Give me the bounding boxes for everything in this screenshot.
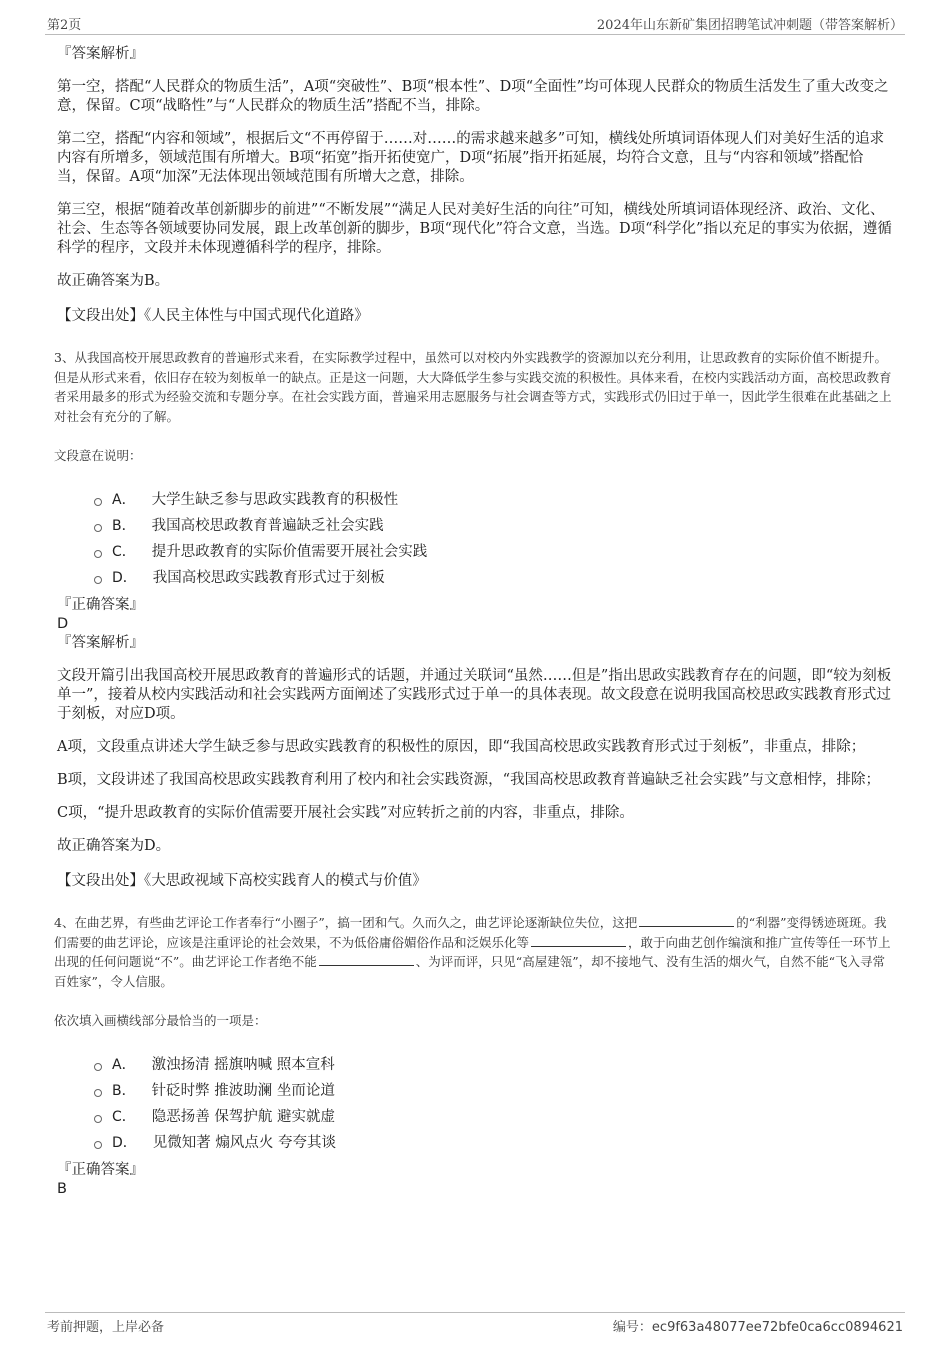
- radio-icon[interactable]: [94, 524, 102, 532]
- radio-icon[interactable]: [94, 576, 102, 584]
- radio-icon[interactable]: [94, 550, 102, 558]
- document-code: 编号：ec9f63a48077ee72bfe0ca6cc0894621: [612, 1320, 903, 1335]
- radio-icon[interactable]: [94, 1063, 102, 1071]
- q3-options: [94, 487, 892, 591]
- footer-slogan: 考前押题，上岸必备: [47, 1320, 165, 1335]
- q4-answer: B: [57, 1181, 67, 1197]
- page-footer: [45, 1312, 905, 1335]
- q4-answer-label: 『正确答案』: [57, 1162, 144, 1178]
- q3-text: 3、从我国高校开展思政教育的普遍形式来看，在实际教学过程中，虽然可以对校内外实践教学的资源加以充分利用，让思政教育的实际价值不断提升。但是从形式来看，依旧存在较为刻板单一的缺点。正是这一问题，大大降低学生参与实践交流的积极性。具体来看，在校内实践活动方面，高校思政教育者采用最多的形式为经验交流和专题分享。在社会实践方面，普遍采用志愿服务与社会调查等方式，实践形式仍旧过于单一，因此学生很难在此基础之上对社会有充分的了解。: [54, 350, 892, 424]
- q3-answer-label: 『正确答案』: [57, 597, 144, 613]
- q3-source: 【文段出处】《大思政视域下高校实践育人的模式与价值》: [57, 873, 427, 889]
- q3-analysis-p2: A项，文段重点讲述大学生缺乏参与思政实践教育的积极性的原因，即“我国高校思政实践教育形式过于刻板”，非重点，排除；: [57, 739, 866, 755]
- q2-analysis-label: 『答案解析』: [57, 46, 144, 62]
- q4-prompt: 依次填入画横线部分最恰当的一项是：: [54, 1013, 267, 1028]
- radio-icon[interactable]: [94, 1115, 102, 1123]
- page-number: 第2页: [47, 18, 82, 33]
- q2-analysis-p2: 第二空，搭配“内容和领域”，根据后文“不再停留于……对……的需求越来越多”可知，横线处所填词语体现人们对美好生活的追求内容有所增多，领域范围有所增大。B项“拓宽”指开拓使宽广，D项“拓展”指开拓延展，均符合文意，且与“内容和领域”搭配恰当，保留。A项“加深”无法体现出领域范围有所增大之意，排除。: [57, 131, 885, 185]
- q4-option-b[interactable]: B． 针砭时弊 推波助澜 坐而论道: [94, 1078, 892, 1104]
- q2-conclusion: 故正确答案为B。: [57, 273, 170, 289]
- radio-icon[interactable]: [94, 1141, 102, 1149]
- q3-analysis-p1: 文段开篇引出我国高校开展思政教育的普遍形式的话题，并通过关联词“虽然……但是”指出思政实践教育存在的问题，即“较为刻板单一”，接着从校内实践活动和社会实践两方面阐述了实践形式过于单一的具体表现。故文段意在说明我国高校思政实践教育形式过于刻板，对应D项。: [57, 668, 892, 722]
- q3-analysis-p4: C项，“提升思政教育的实际价值需要开展社会实践”对应转折之前的内容，非重点，排除。: [57, 805, 634, 821]
- fill-blank-3: [319, 953, 414, 966]
- q3-answer: D: [57, 616, 69, 632]
- q2-analysis-p3: 第三空，根据“随着改革创新脚步的前进”“不断发展”“满足人民对美好生活的向往”可知，横线处所填词语体现经济、政治、文化、社会、生态等各领域要协同发展，跟上改革创新的脚步，B项“现代化”符合文意，当选。D项“科学化”指以充足的事实为依据，遵循科学的程序，文段并未体现遵循科学的程序，排除。: [57, 202, 892, 256]
- q4-text: 4、在曲艺界，有些曲艺评论工作者奉行“小圈子”，搞一团和气。久而久之，曲艺评论逐渐缺位失位，这把 的“利器”变得锈迹斑斑。我们需要的曲艺评论，应该是注重评论的社会效果，不为低俗庸俗媚俗作品和泛娱乐化等 ，敢于向曲艺创作编演和推广宣传等任一环节上出现的任何问题说“不”。曲艺评论工作者绝不能 、为评而评，只见“高屋建瓴”，却不接地气、没有生活的烟火气，自然不能“飞入寻常百姓家”，令人信服。: [54, 915, 891, 989]
- q4-option-c[interactable]: C． 隐恶扬善 保驾护航 避实就虚: [94, 1104, 892, 1130]
- fill-blank-2: [531, 934, 626, 947]
- q3-prompt: 文段意在说明：: [54, 448, 142, 463]
- q3-option-b[interactable]: B． 我国高校思政教育普遍缺乏社会实践: [94, 513, 892, 539]
- fill-blank-1: [639, 914, 734, 927]
- q3-option-d[interactable]: D． 我国高校思政实践教育形式过于刻板: [94, 565, 892, 591]
- q3-option-c[interactable]: C． 提升思政教育的实际价值需要开展社会实践: [94, 539, 892, 565]
- radio-icon[interactable]: [94, 1089, 102, 1097]
- q3-conclusion: 故正确答案为D。: [57, 838, 171, 854]
- radio-icon[interactable]: [94, 498, 102, 506]
- q4-option-d[interactable]: D． 见微知著 煽风点火 夸夸其谈: [94, 1130, 892, 1156]
- q3-analysis-p3: B项，文段讲述了我国高校思政实践教育利用了校内和社会实践资源，“我国高校思政教育普遍缺乏社会实践”与文意相悖，排除；: [57, 772, 880, 788]
- document-title: 2024年山东新矿集团招聘笔试冲刺题（带答案解析）: [596, 18, 903, 33]
- q2-source: 【文段出处】《人民主体性与中国式现代化道路》: [57, 308, 369, 324]
- q4-option-a[interactable]: A． 激浊扬清 摇旗呐喊 照本宣科: [94, 1052, 892, 1078]
- q3-analysis-label: 『答案解析』: [57, 635, 144, 651]
- q4-options: [94, 1052, 892, 1156]
- q3-option-a[interactable]: A． 大学生缺乏参与思政实践教育的积极性: [94, 487, 892, 513]
- page-content: [54, 44, 892, 1198]
- page-header: [45, 12, 905, 35]
- q2-analysis-p1: 第一空，搭配“人民群众的物质生活”，A项“突破性”、B项“根本性”、D项“全面性”均可体现人民群众的物质生活发生了重大改变之意，保留。C项“战略性”与“人民群众的物质生活”搭配不当，排除。: [57, 79, 889, 114]
